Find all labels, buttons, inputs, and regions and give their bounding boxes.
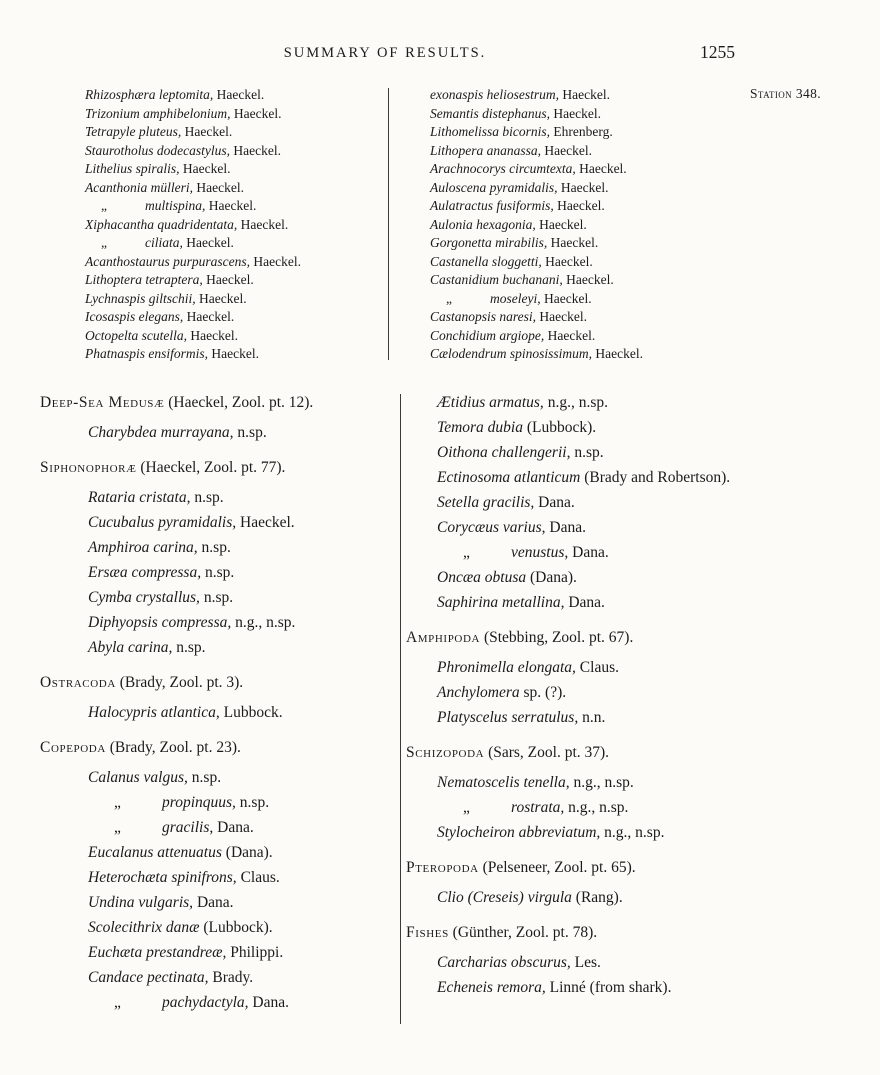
species-name: gracilis,: [162, 819, 214, 836]
margin-note-station: Station 348.: [750, 86, 822, 101]
group-name: Ostracoda: [40, 674, 116, 691]
species-entry: [85, 197, 383, 216]
species-entry: [430, 105, 748, 124]
species-author: Haeckel.: [230, 105, 282, 121]
species-name: Cælodendrum spinosissimum,: [430, 346, 593, 361]
species-name: Setella gracilis,: [437, 494, 535, 511]
species-entry: [88, 940, 388, 965]
species-entry: [85, 271, 383, 290]
species-entry: [437, 820, 738, 845]
species-author: (Dana).: [221, 844, 273, 861]
species-name: Carcharias obscurus,: [437, 954, 571, 971]
column-divider-lower: [400, 394, 401, 1024]
species-name: Eucalanus attenuatus: [88, 844, 222, 861]
species-author: Dana.: [213, 819, 254, 836]
species-entry: [88, 915, 388, 940]
species-name: Conchidium argiope,: [430, 327, 545, 343]
species-entry: [430, 234, 748, 253]
species-author: Dana.: [568, 544, 609, 561]
species-name: Lychnaspis giltschii,: [85, 290, 196, 306]
species-name: Aulonia hexagonia,: [430, 216, 536, 232]
species-name: multispina,: [145, 198, 206, 213]
species-name: Lithomelissa bicornis,: [430, 124, 551, 139]
species-author: n.g., n.sp.: [564, 799, 629, 816]
species-author: (Lubbock).: [199, 919, 273, 936]
species-author: Linné (from shark).: [545, 979, 672, 996]
group-heading: [406, 855, 738, 880]
species-entry: [85, 253, 383, 272]
lower-left-column: [40, 390, 388, 1025]
species-entry: [85, 290, 383, 309]
species-author: n.sp.: [233, 424, 267, 441]
species-entry: [88, 610, 388, 635]
group-name: Siphonophoræ: [40, 459, 137, 476]
species-author: Dana.: [564, 594, 605, 611]
taxon-group: [406, 390, 738, 615]
species-name: Lithopera ananassa,: [430, 142, 542, 158]
group-reference: (Haeckel, Zool. pt. 77).: [136, 459, 286, 476]
species-list: [406, 950, 738, 1000]
species-author: Claus.: [575, 659, 619, 676]
species-name: Castanidium buchanani,: [430, 272, 563, 287]
species-author: Haeckel.: [557, 179, 609, 195]
species-entry: [85, 327, 383, 346]
species-name: Amphiroa carina,: [88, 539, 198, 556]
species-entry: [437, 655, 738, 680]
species-name: rostrata,: [511, 799, 565, 816]
species-name: Heterochæta spinifrons,: [88, 869, 237, 886]
species-entry: [430, 86, 748, 105]
species-entry: [430, 197, 748, 216]
species-author: Dana.: [193, 894, 234, 911]
top-left-column: [85, 86, 383, 364]
species-author: (Rang).: [571, 889, 623, 906]
species-entry: [437, 975, 738, 1000]
species-author: Lubbock.: [219, 704, 283, 721]
species-author: Dana.: [248, 994, 289, 1011]
species-name: Trizonium amphibelonium,: [85, 105, 231, 121]
species-author: n.sp.: [199, 589, 234, 606]
species-author: Haeckel.: [183, 309, 235, 324]
species-entry: [437, 795, 738, 820]
species-entry: [88, 485, 388, 510]
species-author: Haeckel.: [236, 514, 295, 531]
top-right-column: [430, 86, 748, 364]
species-name: Rataria cristata,: [88, 489, 191, 506]
group-name: Pteropoda: [406, 859, 479, 876]
species-author: Haeckel.: [213, 87, 265, 102]
group-name: Schizopoda: [406, 744, 485, 761]
species-author: Haeckel.: [541, 142, 592, 158]
species-entry: [437, 540, 738, 565]
species-author: n.sp.: [172, 639, 206, 656]
species-author: Haeckel.: [544, 327, 596, 343]
species-name: Corycæus varius,: [437, 519, 546, 536]
species-entry: [437, 440, 738, 465]
species-entry: [430, 160, 748, 179]
species-list: [40, 700, 388, 725]
species-author: n.sp.: [197, 539, 231, 556]
species-author: n.n.: [578, 709, 606, 726]
species-entry: [85, 234, 383, 253]
species-entry: [437, 465, 738, 490]
species-entry: [88, 765, 388, 790]
species-entry: [437, 490, 738, 515]
species-author: Haeckel.: [193, 179, 244, 195]
species-name: ciliata,: [145, 235, 183, 250]
taxon-group: [406, 920, 738, 1000]
taxon-group: [40, 455, 388, 660]
group-heading: [40, 735, 388, 760]
species-author: Haeckel.: [553, 198, 605, 213]
species-author: Brady.: [208, 969, 254, 986]
species-list: [40, 765, 388, 1015]
species-author: Haeckel.: [182, 235, 234, 250]
group-name: Amphipoda: [406, 629, 481, 646]
taxon-group: [40, 735, 388, 1015]
species-author: Haeckel.: [547, 235, 599, 250]
species-name: pachydactyla,: [162, 994, 249, 1011]
species-entry: [437, 950, 738, 975]
lower-right-column: [406, 390, 738, 1010]
species-author: sp. (?).: [519, 684, 567, 701]
species-entry: [437, 390, 738, 415]
species-entry: [437, 770, 738, 795]
species-entry: [85, 179, 383, 198]
taxon-group: [406, 855, 738, 910]
species-entry: [430, 308, 748, 327]
species-name: Cucubalus pyramidalis,: [88, 514, 237, 531]
species-name: Castanopsis naresi,: [430, 309, 537, 324]
species-name: Diphyopsis compressa,: [88, 614, 232, 631]
species-name: Arachnocorys circumtexta,: [430, 161, 576, 176]
species-entry: [430, 123, 748, 142]
species-author: Haeckel.: [562, 272, 614, 287]
ditto-mark: „: [114, 819, 121, 836]
species-author: Haeckel.: [181, 124, 233, 139]
species-author: Haeckel.: [592, 346, 643, 361]
group-reference: (Günther, Zool. pt. 78).: [448, 924, 598, 941]
species-entry: [88, 790, 388, 815]
taxon-group: [40, 390, 388, 445]
species-name: Ætidius armatus,: [437, 394, 544, 411]
species-name: Undina vulgaris,: [88, 894, 194, 911]
species-name: Echeneis remora,: [437, 979, 546, 996]
species-author: Haeckel.: [208, 346, 259, 361]
species-author: Haeckel.: [195, 290, 247, 306]
ditto-mark: „: [446, 290, 452, 306]
species-author: Claus.: [236, 869, 280, 886]
species-name: exonaspis heliosestrum,: [430, 87, 559, 102]
ditto-mark: „: [463, 544, 470, 561]
species-author: Haeckel.: [575, 161, 627, 176]
species-name: Semantis distephanus,: [430, 105, 550, 121]
species-author: Haeckel.: [250, 253, 301, 269]
species-entry: [85, 142, 383, 161]
species-name: Icosaspis elegans,: [85, 309, 184, 324]
species-name: Nematoscelis tenella,: [437, 774, 570, 791]
species-entry: [85, 86, 383, 105]
group-heading: [406, 740, 738, 765]
species-name: Phronimella elongata,: [437, 659, 576, 676]
ditto-mark: „: [101, 235, 107, 250]
species-name: Cymba crystallus,: [88, 589, 200, 606]
species-name: Lithelius spiralis,: [85, 161, 180, 176]
species-entry: [437, 565, 738, 590]
group-reference: (Brady, Zool. pt. 23).: [105, 739, 241, 756]
species-entry: [88, 535, 388, 560]
species-entry: [88, 585, 388, 610]
species-entry: [88, 635, 388, 660]
page-number: 1255: [700, 42, 735, 62]
species-entry: [88, 700, 388, 725]
species-name: Saphirina metallina,: [437, 594, 565, 611]
taxon-group: [40, 670, 388, 725]
species-name: moseleyi,: [490, 290, 541, 306]
species-name: propinquus,: [162, 794, 236, 811]
species-author: n.g., n.sp.: [543, 394, 608, 411]
species-list: [406, 390, 738, 615]
species-name: Tetrapyle pluteus,: [85, 124, 182, 139]
species-entry: [437, 515, 738, 540]
species-author: Haeckel.: [536, 309, 587, 324]
species-list: [40, 485, 388, 660]
species-entry: [430, 345, 748, 364]
species-author: (Lubbock).: [522, 419, 597, 436]
species-author: Ehrenberg.: [550, 124, 613, 139]
species-list: [406, 885, 738, 910]
species-entry: [88, 890, 388, 915]
species-author: n.sp.: [187, 769, 222, 786]
species-entry: [88, 840, 388, 865]
group-reference: (Sars, Zool. pt. 37).: [484, 744, 610, 761]
species-name: Stylocheiron abbreviatum,: [437, 824, 601, 841]
species-entry: [88, 420, 388, 445]
species-entry: [88, 560, 388, 585]
taxon-group: [406, 625, 738, 730]
ditto-mark: „: [463, 799, 470, 816]
species-entry: [85, 123, 383, 142]
species-name: Phatnaspis ensiformis,: [85, 346, 209, 361]
species-author: Haeckel.: [559, 87, 610, 102]
species-name: Acanthonia mülleri,: [85, 179, 193, 195]
species-name: Aulatractus fusiformis,: [430, 198, 554, 213]
species-name: Euchæta prestandreæ,: [88, 944, 227, 961]
species-author: n.sp.: [201, 564, 235, 581]
column-divider-top: [388, 88, 389, 360]
species-author: n.g., n.sp.: [231, 614, 296, 631]
species-author: Philippi.: [226, 944, 284, 961]
species-name: Staurotholus dodecastylus,: [85, 142, 230, 158]
species-author: Dana.: [545, 519, 586, 536]
species-entry: [430, 142, 748, 161]
species-entry: [430, 290, 748, 309]
group-reference: (Stebbing, Zool. pt. 67).: [480, 629, 634, 646]
species-name: Candace pectinata,: [88, 969, 209, 986]
running-header: SUMMARY OF RESULTS.: [283, 45, 487, 61]
species-entry: [430, 327, 748, 346]
species-name: Oncæa obtusa: [437, 569, 527, 586]
species-author: (Brady and Robertson).: [580, 469, 731, 486]
species-name: Xiphacantha quadridentata,: [85, 216, 238, 232]
species-author: Haeckel.: [237, 216, 289, 232]
species-entry: [88, 510, 388, 535]
species-entry: [88, 965, 388, 990]
species-author: Dana.: [534, 494, 575, 511]
group-heading: [40, 455, 388, 480]
species-entry: [85, 160, 383, 179]
group-reference: (Haeckel, Zool. pt. 12).: [164, 394, 314, 411]
group-name: Fishes: [406, 924, 449, 941]
species-entry: [430, 179, 748, 198]
species-name: Castanella sloggetti,: [430, 253, 542, 269]
species-author: Haeckel.: [541, 253, 593, 269]
species-name: Platyscelus serratulus,: [437, 709, 579, 726]
species-entry: [437, 705, 738, 730]
species-author: n.sp.: [235, 794, 270, 811]
species-entry: [85, 105, 383, 124]
species-author: Haeckel.: [535, 216, 587, 232]
species-author: n.sp.: [190, 489, 224, 506]
species-author: Haeckel.: [186, 327, 238, 343]
group-heading: [406, 625, 738, 650]
species-author: Haeckel.: [540, 290, 592, 306]
species-entry: [85, 308, 383, 327]
ditto-mark: „: [114, 994, 121, 1011]
species-name: Anchylomera: [437, 684, 520, 701]
species-author: Haeckel.: [230, 142, 281, 158]
species-name: Clio (Creseis) virgula: [437, 889, 572, 906]
species-author: Haeckel.: [205, 198, 257, 213]
species-entry: [88, 990, 388, 1015]
species-entry: [437, 415, 738, 440]
species-name: Abyla carina,: [88, 639, 173, 656]
species-entry: [88, 865, 388, 890]
species-entry: [437, 590, 738, 615]
species-name: Ersæa compressa,: [88, 564, 202, 581]
species-name: Calanus valgus,: [88, 769, 188, 786]
species-entry: [88, 815, 388, 840]
group-reference: (Pelseneer, Zool. pt. 65).: [478, 859, 636, 876]
taxon-group: [406, 740, 738, 845]
group-heading: [40, 670, 388, 695]
species-list: [406, 770, 738, 845]
species-list: [40, 420, 388, 445]
species-name: Octopelta scutella,: [85, 327, 187, 343]
ditto-mark: „: [114, 794, 121, 811]
group-heading: [40, 390, 388, 415]
group-heading: [406, 920, 738, 945]
species-entry: [430, 253, 748, 272]
species-name: Auloscena pyramidalis,: [430, 179, 558, 195]
species-entry: [437, 885, 738, 910]
species-name: Gorgonetta mirabilis,: [430, 235, 548, 250]
species-entry: [437, 680, 738, 705]
species-name: Temora dubia: [437, 419, 523, 436]
species-entry: [85, 216, 383, 235]
species-author: n.sp.: [570, 444, 604, 461]
species-author: Haeckel.: [202, 272, 254, 287]
species-author: Haeckel.: [550, 105, 601, 121]
species-entry: [430, 216, 748, 235]
species-name: Scolecithrix danæ: [88, 919, 200, 936]
species-name: Halocypris atlantica,: [88, 704, 220, 721]
species-name: venustus,: [511, 544, 569, 561]
species-name: Ectinosoma atlanticum: [437, 469, 581, 486]
species-list: [406, 655, 738, 730]
species-name: Rhizosphæra leptomita,: [85, 87, 214, 102]
species-name: Oithona challengerii,: [437, 444, 571, 461]
species-name: Charybdea murrayana,: [88, 424, 234, 441]
species-entry: [430, 271, 748, 290]
species-author: (Dana).: [526, 569, 577, 586]
species-name: Acanthostaurus purpurascens,: [85, 253, 250, 269]
group-name: Deep-Sea Medusæ: [40, 394, 165, 411]
species-author: n.g., n.sp.: [569, 774, 634, 791]
species-name: Lithoptera tetraptera,: [85, 272, 203, 287]
species-entry: [85, 345, 383, 364]
species-author: Haeckel.: [179, 161, 231, 176]
group-reference: (Brady, Zool. pt. 3).: [115, 674, 244, 691]
ditto-mark: „: [101, 198, 107, 213]
group-name: Copepoda: [40, 739, 106, 756]
species-author: n.g., n.sp.: [600, 824, 665, 841]
species-author: Les.: [570, 954, 601, 971]
